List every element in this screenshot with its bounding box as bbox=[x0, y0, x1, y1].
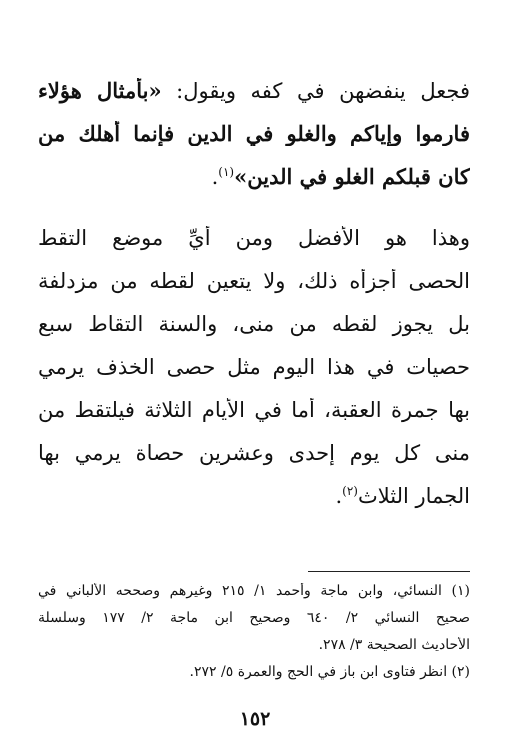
paragraph-1-end-period: . bbox=[211, 165, 219, 189]
paragraph-2-line-6: منى كل يوم إحدى وعشرين حصاة يرمي بها bbox=[38, 441, 470, 465]
paragraph-2-line-7 bbox=[38, 484, 470, 509]
footnote-1-line-3: الأحاديث الصحيحة ٣/ ٢٧٨. bbox=[318, 637, 470, 653]
paragraph-1-line-3 bbox=[38, 164, 470, 190]
paragraph-2-last-text: الجمار الثلاث bbox=[357, 484, 470, 508]
footnote-1-line-2: صحيح النسائي ٢/ ٦٤٠ وصحيح ابن ماجة ٢/ ١٧٧ وسلسلة bbox=[38, 610, 470, 626]
paragraph-2-line-5: بها جمرة العقبة، أما في الأيام الثلاثة فيلتقط من bbox=[38, 398, 470, 422]
footnote-ref-2: (٢) bbox=[342, 484, 358, 498]
hadith-quote-end: كان قبلكم الغلو في الدين» bbox=[234, 164, 470, 189]
paragraph-2-line-3: بل يجوز لقطه من منى، والسنة التقاط سبع bbox=[38, 312, 470, 336]
paragraph-1-line-1-prefix: فجعل ينفضهن في كفه ويقول: bbox=[161, 79, 470, 103]
paragraph-2-line-2: الحصى أجزأه ذلك، ولا يتعين لقطه من مزدلفة bbox=[38, 269, 470, 293]
hadith-quote-start: «بأمثال هؤلاء bbox=[38, 78, 162, 103]
paragraph-2-line-4: حصيات في هذا اليوم مثل حصى الخذف يرمي bbox=[38, 355, 470, 379]
footnote-1-line-1: (١) النسائي، وابن ماجة وأحمد ١/ ٢١٥ وغيرهم وصححه الألباني في bbox=[38, 583, 470, 599]
footnote-2: (٢) انظر فتاوى ابن باز في الحج والعمرة ٥/ ٢٧٢. bbox=[189, 664, 470, 680]
footnote-separator bbox=[308, 571, 470, 572]
page-number: ١٥٢ bbox=[239, 708, 271, 730]
paragraph-2-line-1: وهذا هو الأفضل ومن أيِّ موضع التقط bbox=[38, 226, 470, 250]
footnote-ref-1: (١) bbox=[218, 165, 235, 179]
paragraph-2-end-period: . bbox=[335, 484, 343, 508]
paragraph-1-line-1 bbox=[38, 78, 470, 104]
hadith-quote-line-2: فارموا وإياكم والغلو في الدين فإنما أهلك من bbox=[38, 121, 470, 146]
